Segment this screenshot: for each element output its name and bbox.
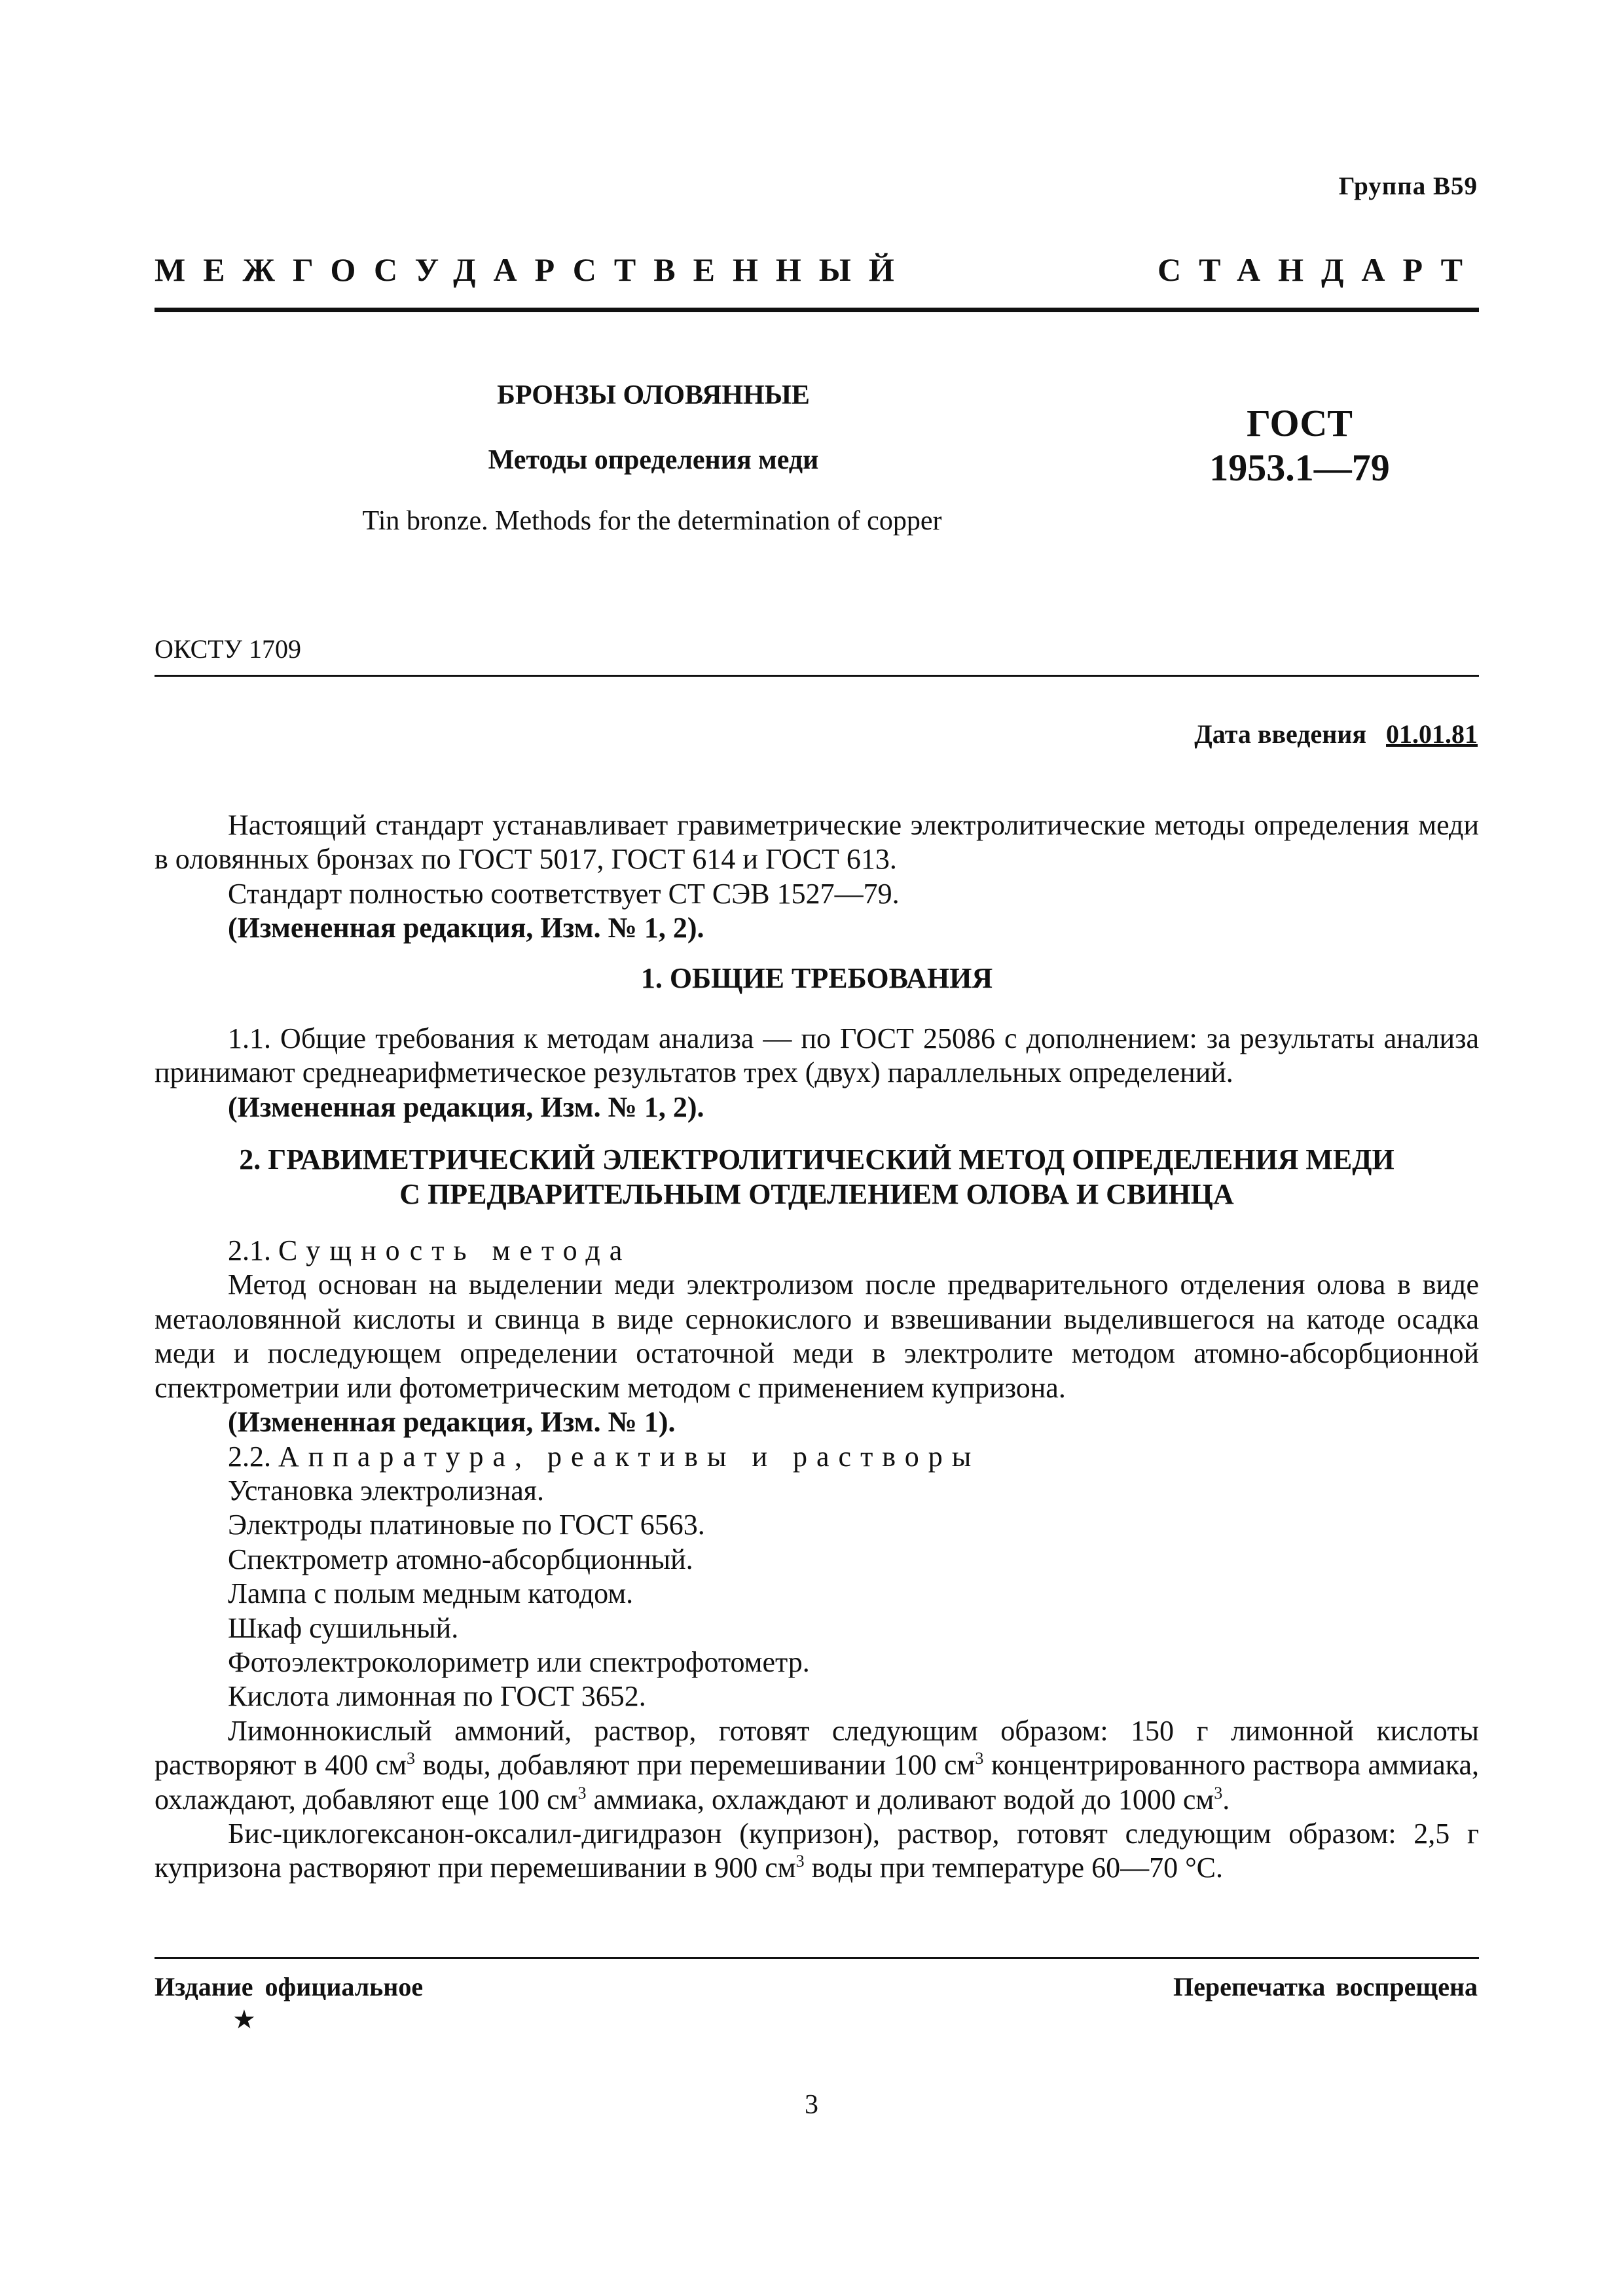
title-en: Tin bronze. Methods for the determination of copper (362, 506, 942, 536)
page-number: 3 (805, 2090, 818, 2120)
equipment-item: Спектрометр атомно-абсорбционный. (228, 1543, 693, 1575)
official-edition-label: Издание официальное (155, 1972, 424, 2001)
section-2-1-amendment: (Измененная редакция, Изм. № 1). (228, 1406, 676, 1439)
superscript: 3 (975, 1749, 984, 1768)
section-2-heading-line1: 2. ГРАВИМЕТРИЧЕСКИЙ ЭЛЕКТРОЛИТИЧЕСКИЙ МЕТОД ОПРЕДЕЛЕНИЯ МЕДИ (239, 1143, 1395, 1176)
intro-date (1194, 719, 1478, 749)
standard-type-left: МЕЖГОСУДАРСТВЕННЫЙ (155, 251, 912, 288)
equipment-item: Фотоэлектроколориметр или спектрофотометр. (228, 1645, 810, 1678)
superscript: 3 (1214, 1783, 1223, 1803)
section-2-1-title-text: Сущность метода (278, 1234, 632, 1267)
intro-amendment: (Измененная редакция, Изм. № 1, 2). (228, 912, 704, 944)
superscript: 3 (795, 1852, 805, 1871)
section-2-1-number: 2.1. (228, 1234, 271, 1267)
cuprizone-paragraph (155, 1817, 1479, 1886)
text-run: Бис-циклогексанон-оксалил-дигидразон (купризон), раствор, готовят следующим образом: 2,5 г купризона растворяют при перемешивании в 900 см (155, 1817, 1479, 1884)
intro-compliance: Стандарт полностью соответствует СТ СЭВ 1527—79. (228, 877, 900, 910)
section-1-heading: 1. ОБЩИЕ ТРЕБОВАНИЯ (640, 961, 993, 994)
superscript: 3 (407, 1749, 416, 1768)
text-run: воды при температуре 60—70 °С. (804, 1852, 1224, 1884)
text-run: концентрированного раствора аммиака, охлаждают, добавляют еще 100 см (155, 1749, 1480, 1816)
section-2-2-title-text: Аппаратура, реактивы и растворы (278, 1440, 981, 1473)
equipment-item: Шкаф сушильный. (228, 1611, 459, 1644)
header-rule (155, 308, 1479, 312)
group-code: Группа В59 (1338, 172, 1478, 200)
equipment-item: Кислота лимонная по ГОСТ 3652. (228, 1680, 646, 1713)
okstu-code: ОКСТУ 1709 (155, 634, 302, 664)
text-run: аммиака, охлаждают и доливают водой до 1000 см (586, 1783, 1214, 1816)
gost-label: ГОСТ (1247, 402, 1353, 444)
equipment-item: Электроды платиновые по ГОСТ 6563. (228, 1509, 705, 1541)
section-1-1-paragraph: 1.1. Общие требования к методам анализа — по ГОСТ 25086 с дополнением: за результаты анализа принимают среднеарифметическое результатов трех (двух) параллельных определений. (155, 1022, 1479, 1089)
title-ru-sub: Методы определения меди (488, 445, 819, 475)
section-1-amendment: (Измененная редакция, Изм. № 1, 2). (228, 1090, 704, 1123)
section-2-1-paragraph: Метод основан на выделении меди электролизом после предварительного отделения олова в виде метаоловянной кислоты и свинца в виде сернокислого и взвешивании выделившегося на катоде осадка меди и последующем определении остаточной меди в электролите методом атомно-абсорбционной спектрометрии или фотометрическим методом с применением купризона. (155, 1268, 1479, 1404)
gost-number: 1953.1—79 (1209, 446, 1390, 489)
standard-type-right: СТАНДАРТ (1158, 251, 1480, 288)
footer-rule (155, 1957, 1479, 1959)
equipment-item: Лампа с полым медным катодом. (228, 1577, 634, 1610)
section-2-heading-line2: С ПРЕДВАРИТЕЛЬНЫМ ОТДЕЛЕНИЕМ ОЛОВА И СВИНЦА (399, 1177, 1234, 1210)
superscript: 3 (577, 1783, 587, 1803)
title-ru-main: БРОНЗЫ ОЛОВЯННЫЕ (497, 380, 810, 410)
text-run: . (1222, 1783, 1230, 1816)
ammonium-citrate-paragraph (155, 1714, 1479, 1817)
section-2-2-number: 2.2. (228, 1440, 271, 1473)
okstu-rule (155, 675, 1479, 677)
intro-date-value: 01.01.81 (1386, 719, 1478, 749)
text-run: Лимоннокислый аммоний, раствор, готовят следующим образом: 150 г лимонной кислоты растворяют в 400 см (155, 1714, 1479, 1782)
document-body (155, 808, 1479, 1886)
text-run: воды, добавляют при перемешивании 100 см (415, 1749, 976, 1782)
equipment-item: Установка электролизная. (228, 1474, 545, 1507)
reprint-prohibited-label: Перепечатка воспрещена (1173, 1972, 1478, 2001)
intro-date-label: Дата введения (1194, 719, 1366, 749)
section-2-1-title (155, 1234, 1479, 1268)
section-2-2-title (155, 1440, 1479, 1474)
intro-paragraph: Настоящий стандарт устанавливает гравиметрические электролитические методы определения меди в оловянных бронзах по ГОСТ 5017, ГОСТ 614 и ГОСТ 613. (155, 809, 1479, 876)
star-icon: ★ (232, 2005, 256, 2034)
